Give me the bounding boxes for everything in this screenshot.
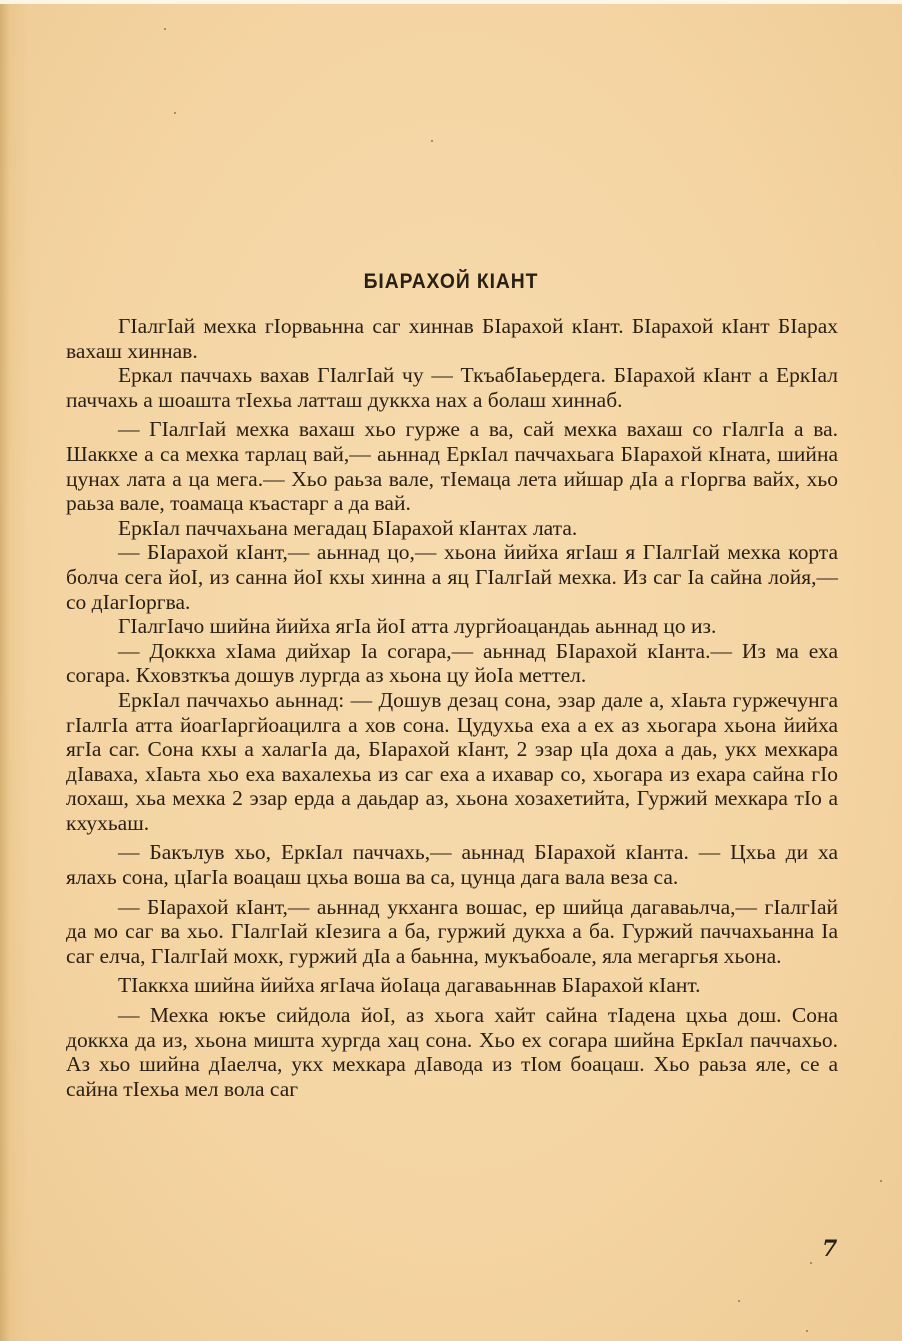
paragraph: — БIарахой кIант,— аьннад укханга вошас, ер шийца дагаваьлча,— гIалгIай да мо саг ва хьо. ГIалгIай кIезига а ба, гуржий дукха а ба. Гуржий паччахьанна Iа саг елча, ГIалгIай мохк, гуржий дIа а баьнна, мукъабоале, яла мегаргья хьона. (66, 894, 838, 968)
paper-speck (880, 1180, 882, 1182)
paragraph: — БIарахой кIант,— аьннад цо,— хьона йийха ягIаш я ГIалгIай мехка корта болча сега йоI, из санна йоI кхы хинна а яц ГIалгIай мехка. Из саг Iа сайна лойя,— со дIагIоргва. (66, 540, 838, 614)
page-number: 7 (822, 1236, 838, 1262)
paragraph: ГIалгIай мехка гIорваьнна саг хиннав БIарахой кIант. БIарахой кIант БIарах вахаш хиннав. (66, 314, 838, 363)
story-title: БIАРАХОЙ КIАНТ (363, 270, 539, 293)
body-text (66, 314, 838, 1101)
paragraph: ЕркIал паччахьо аьннад: — Дошув дезац сона, эзар дале а, хIаьта гуржечунга гIалгIа атта йоагIаргйоацилга а хов сона. Цудухьа еха а ех аз хьогара хьона йийха ягIа саг. Сона кхы а халагIа да, БIарахой кIант, 2 эзар цIа доха а даь, укх мехкара дIаваха, хIаьта хьо еха вахалехьа из саг еха а ихавар со, хьогара из ехара сайна гIо лохаш, хьа мехка 2 эзар ерда а даьдар аз, хьона хозахетийта, Гуржий мехкара тIо а кхухьаш. (66, 687, 838, 835)
paragraph: — Доккха хIама дийхар Iа согара,— аьннад БIарахой кIанта.— Из ма еха согара. Кховзткъа дошув лургда аз хьона цу йоIа меттел. (66, 638, 838, 688)
paper-speck (431, 140, 433, 142)
paper-speck (810, 1262, 812, 1264)
paragraph: ТIаккха шийна йийха ягIача йоIаца дагаваьннав БIарахой кIант. (118, 973, 701, 998)
paragraph: — Мехка юкъе сийдола йоI, аз хьога хайт сайна тIадена цхьа дош. Сона доккха да из, хьона мишта хургда хац сона. Хьо ех согара шийна ЕркIал паччахьо. Аз хьо шийна дIаелча, укх мехкара дIавода из тIом боацаш. Хьо раьза яле, се а сайна тIехьа мел вола саг (66, 1003, 838, 1101)
paper-speck (806, 1330, 808, 1332)
paragraph: Еркал паччахь вахав ГIалгIай чу — ТкъабIаьердега. БIарахой кIант а ЕркIал паччахь а шоашта тIехьа латташ дуккха нах а болаш хиннаб. (66, 363, 838, 412)
paragraph: ЕркIал паччахьана мегадац БIарахой кIантах лата. (118, 515, 578, 540)
paper-speck (738, 1300, 740, 1302)
paragraph: ГIалгIачо шийна йийха ягIа йоI атта лургйоацандаь аьннад цо из. (118, 614, 717, 639)
paper-speck (164, 28, 166, 30)
page-top-edge (0, 0, 902, 4)
paragraph: — ГIалгIай мехка вахаш хьо гурже а ва, сай мехка вахаш со гIалгIа а ва. Шаккхе а са мехка тарлац вай,— аьннад ЕркIал паччахьага БIарахой кIната, шийна цунах лата а ца мега.— Хьо раьза вале, тIемаца лета ийшар дIа а гIоргва вайх, хьо раьза вале, тоамаца къастарг а да вай. (66, 417, 838, 516)
paragraph: — Бакълув хьо, ЕркIал паччахь,— аьннад БIарахой кIанта. — Цхьа ди ха ялахь сона, цIагIа воацаш цхьа воша ва са, цунца дага вала веза са. (66, 840, 838, 890)
paper-speck (174, 112, 176, 114)
